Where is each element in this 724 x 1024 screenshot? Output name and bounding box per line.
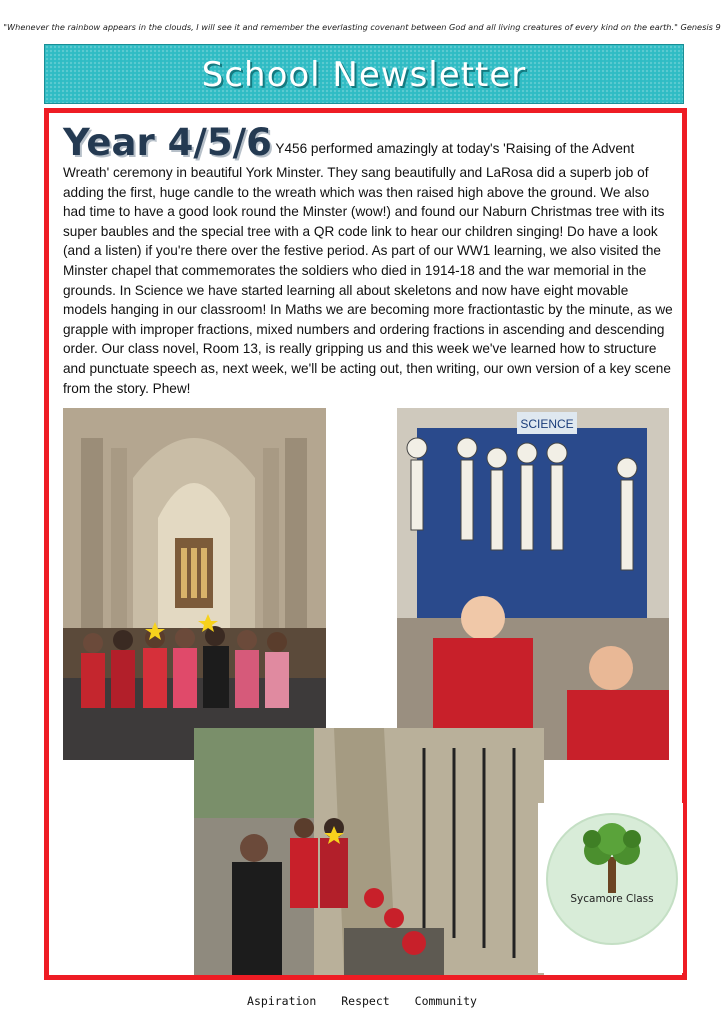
newsletter-title: School Newsletter <box>201 55 527 95</box>
class-heading: Year 4/5/6 <box>63 121 272 164</box>
article-text <box>63 123 675 398</box>
skeletons-photo <box>397 408 669 760</box>
value-community: Community <box>414 994 477 1008</box>
class-logo-panel <box>538 803 683 973</box>
sycamore-class-label: Sycamore Class <box>570 893 654 905</box>
value-respect: Respect <box>341 994 390 1008</box>
science-sign-text: SCIENCE <box>520 417 574 431</box>
minster-photo <box>63 408 326 760</box>
article-body: Y456 performed amazingly at today's 'Raising of the Advent Wreath' ceremony in beautiful York Minster. They sang beautifully and LaRosa did a superb job of adding the first, huge candle to the wreath which was then raised high above the ground. We also had time to have a good look round the Minster (wow!) and found our Naburn Christmas tree with its super baubles and the special tree with a QR code link to hear our children singing! Do have a look (and a listen) if you're there over the festive period. As part of our WW1 learning, we also visited the Minster chapel that commemorates the soldiers who died in 1914-18 and the war memorial in the grounds. In Science we have started learning all about skeletons and now have eight movable models hanging in our classroom! In Maths we are becoming more fractiontastic by the minute, as we grapple with improper fractions, mixed numbers and ordering fractions in ascending and descending order. Our class novel, Room 13, is really gripping us and this week we've learned how to structure and punctuate speech as, next week, we'll be acting out, then writing, our own version of a key scene from the story. Phew! <box>63 141 673 396</box>
tree-icon <box>548 819 676 899</box>
newsletter-banner <box>44 44 684 104</box>
article-frame <box>44 108 687 980</box>
sycamore-logo <box>546 813 678 945</box>
scripture-quote: "Whenever the rainbow appears in the clouds, I will see it and remember the everlasting covenant between God and all living creatures of every kind on the earth." Genesis 9 <box>3 22 721 32</box>
memorial-photo <box>194 728 544 975</box>
school-values <box>0 994 724 1008</box>
value-aspiration: Aspiration <box>247 994 317 1008</box>
